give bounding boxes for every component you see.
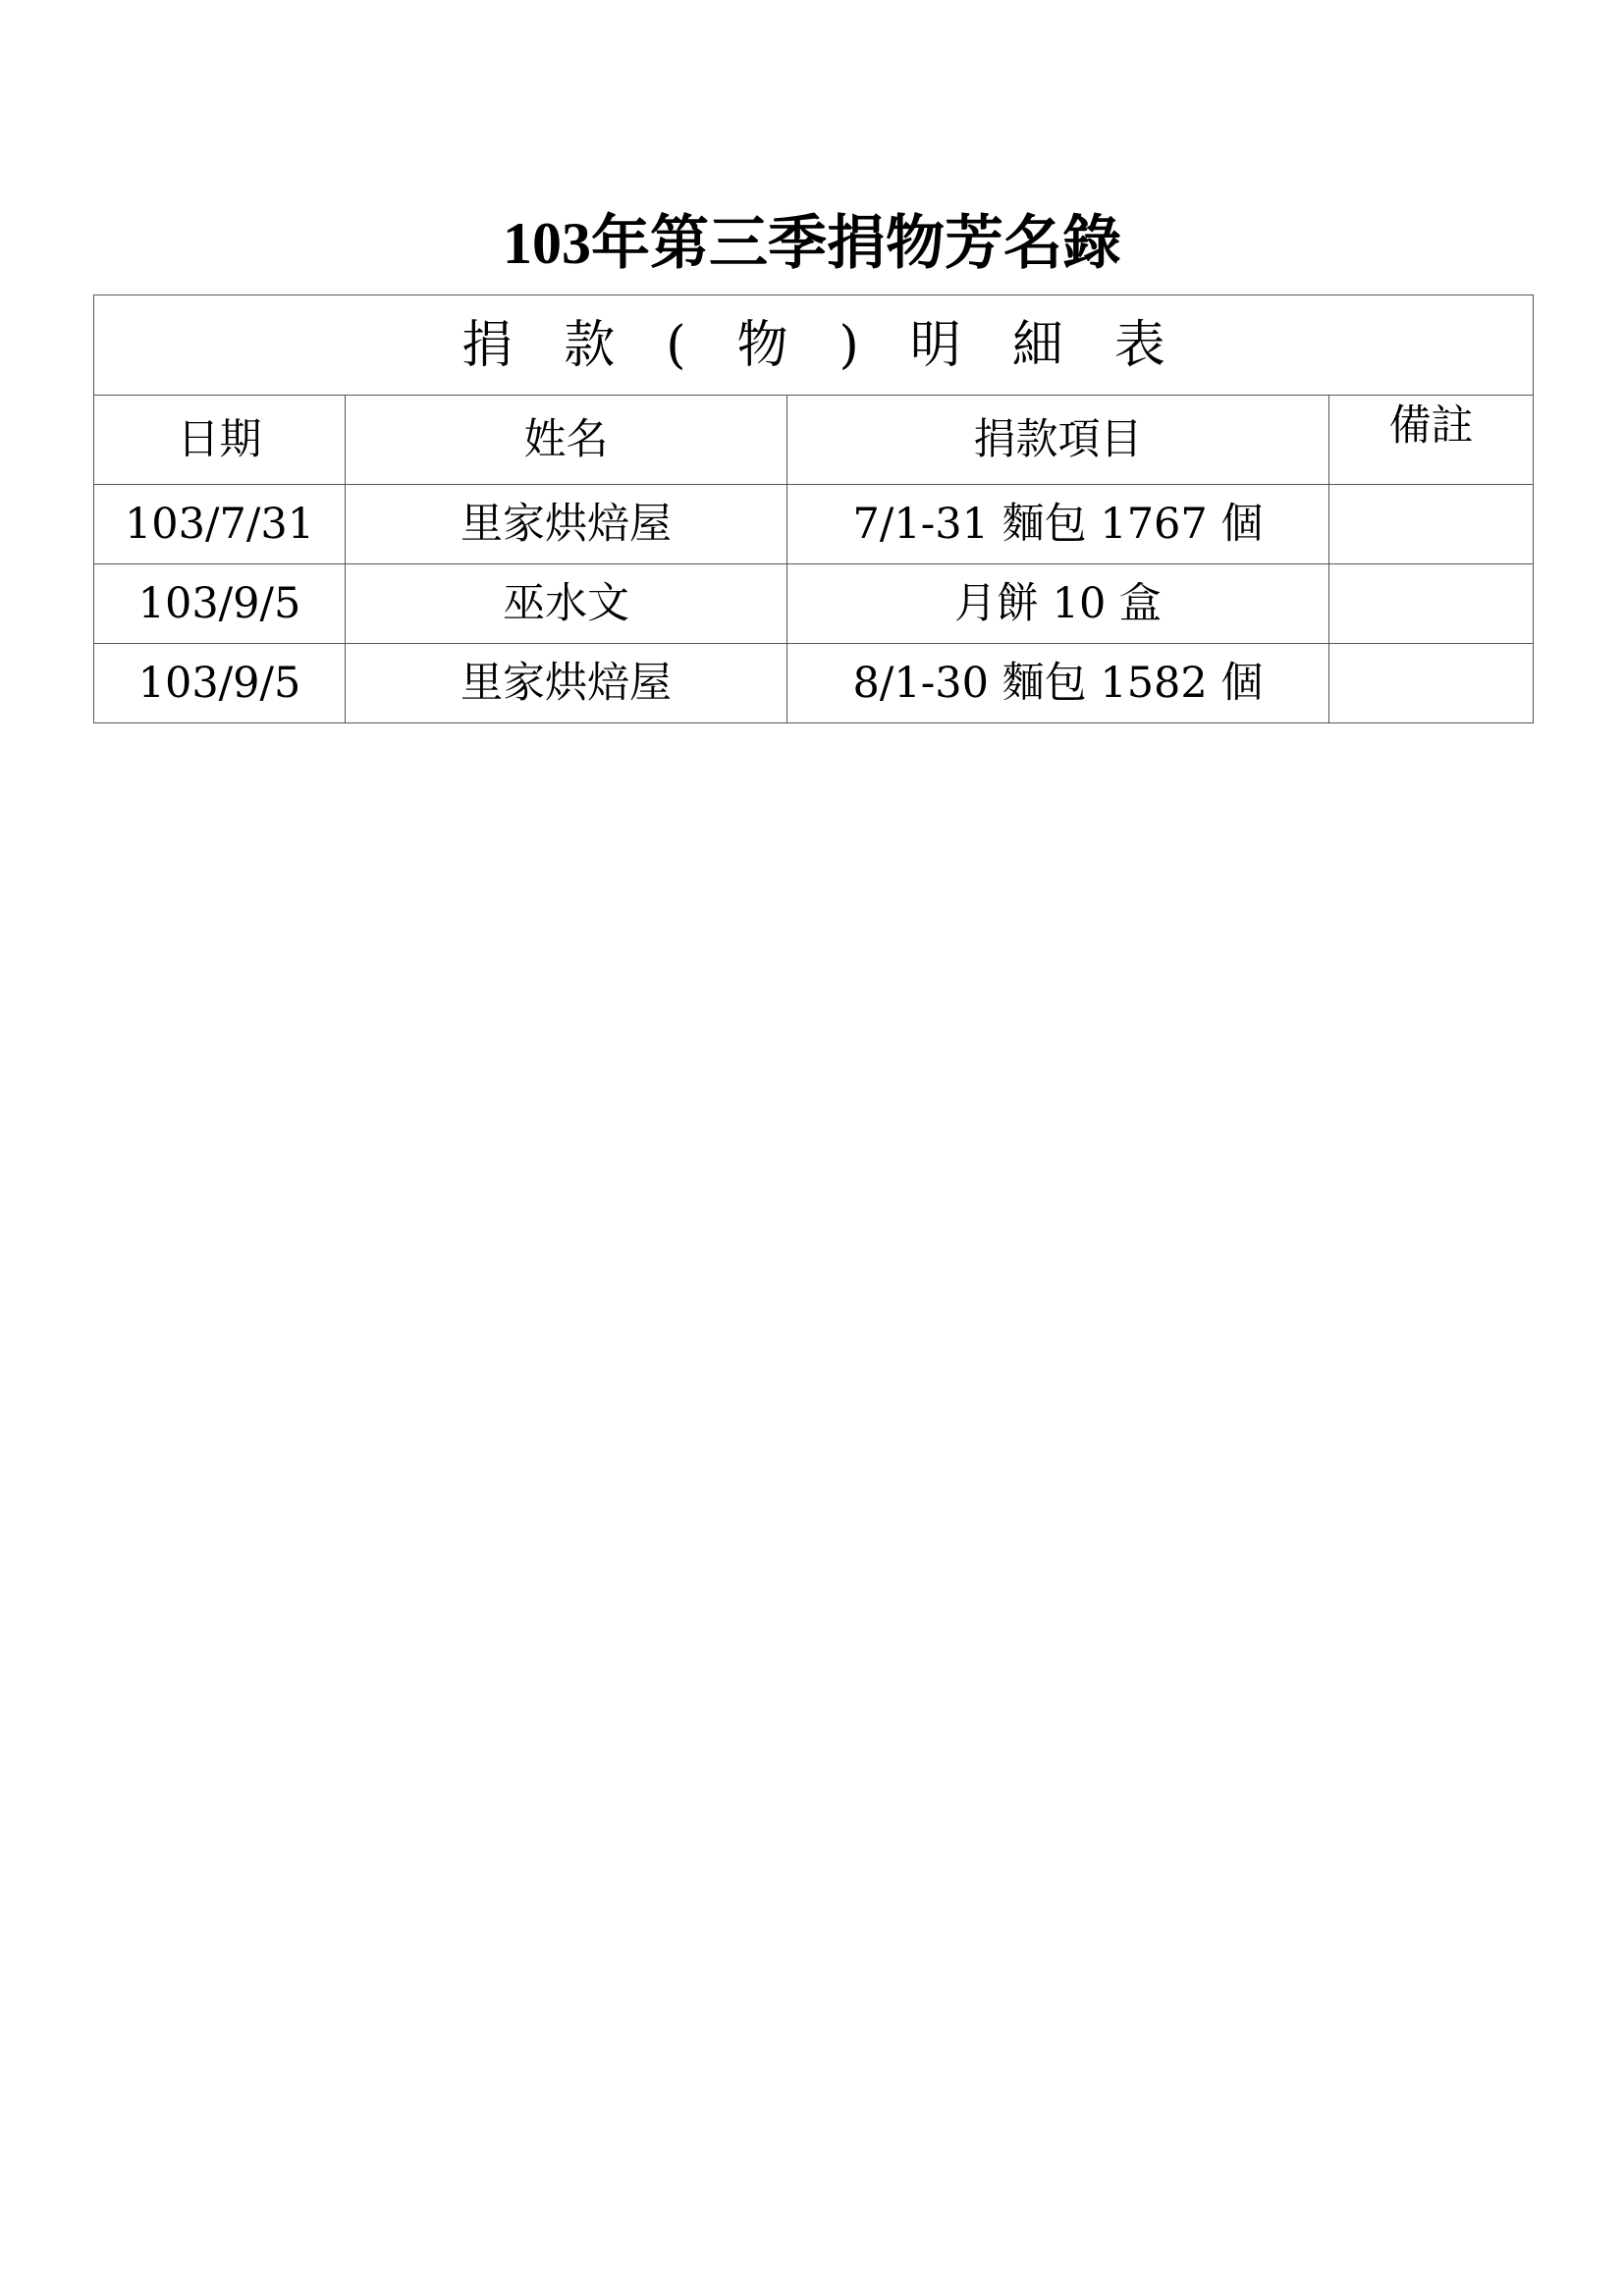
cell-item: 7/1-31 麵包 1767 個 <box>787 485 1329 564</box>
donation-table <box>93 294 1534 723</box>
cell-note <box>1329 644 1534 723</box>
cell-item: 8/1-30 麵包 1582 個 <box>787 644 1329 723</box>
cell-note <box>1329 564 1534 644</box>
cell-date: 103/7/31 <box>94 485 346 564</box>
cell-date: 103/9/5 <box>94 644 346 723</box>
table-caption-row <box>94 295 1534 396</box>
table-row <box>94 564 1534 644</box>
cell-item: 月餅 10 盒 <box>787 564 1329 644</box>
table-row <box>94 644 1534 723</box>
page-title: 103年第三季捐物芳名錄 <box>503 211 1121 276</box>
table-row <box>94 485 1534 564</box>
table-caption: 捐款(物)明細表 <box>94 295 1534 396</box>
cell-date: 103/9/5 <box>94 564 346 644</box>
cell-name: 里家烘焙屋 <box>346 644 787 723</box>
header-name: 姓名 <box>346 396 787 485</box>
header-item: 捐款項目 <box>787 396 1329 485</box>
header-date: 日期 <box>94 396 346 485</box>
cell-note <box>1329 485 1534 564</box>
cell-name: 里家烘焙屋 <box>346 485 787 564</box>
header-note: 備註 <box>1329 396 1534 485</box>
table-header-row <box>94 396 1534 485</box>
cell-name: 巫水文 <box>346 564 787 644</box>
